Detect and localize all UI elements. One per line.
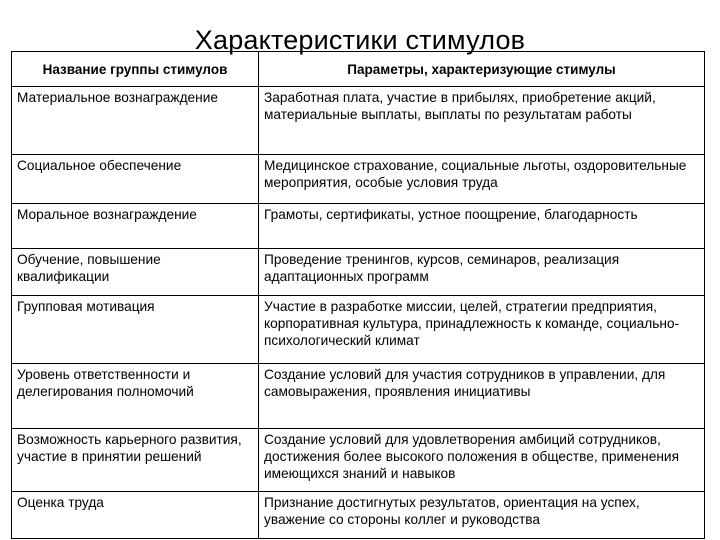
table-header-row (12, 52, 705, 87)
group-cell: Групповая мотивация (12, 296, 259, 364)
table-row (12, 87, 705, 155)
params-cell: Заработная плата, участие в прибылях, приобретение акций, материальные выплаты, выплаты по результатам работы (259, 87, 705, 155)
page-title: Характеристики стимулов (194, 25, 526, 56)
table-row (12, 296, 705, 364)
table-row (12, 155, 705, 204)
table-row (12, 492, 705, 539)
column-header-params: Параметры, характеризующие стимулы (259, 52, 705, 87)
group-cell: Возможность карьерного развития, участие в принятии решений (12, 429, 259, 492)
group-cell: Обучение, повышение квалификации (12, 249, 259, 296)
group-cell: Уровень ответственности и делегирования полномочий (12, 364, 259, 429)
group-cell: Материальное вознаграждение (12, 87, 259, 155)
table-row (12, 204, 705, 249)
params-cell: Грамоты, сертификаты, устное поощрение, благодарность (259, 204, 705, 249)
params-cell: Проведение тренингов, курсов, семинаров, реализация адаптационных программ (259, 249, 705, 296)
column-header-group: Название группы стимулов (12, 52, 259, 87)
table-row (12, 364, 705, 429)
group-cell: Социальное обеспечение (12, 155, 259, 204)
params-cell: Признание достигнутых результатов, ориентация на успех, уважение со стороны коллег и руководства (259, 492, 705, 539)
params-cell: Участие в разработке миссии, целей, стратегии предприятия, корпоративная культура, принадлежность к команде, социально-психологический климат (259, 296, 705, 364)
table-row (12, 249, 705, 296)
params-cell: Создание условий для участия сотрудников в управлении, для самовыражения, проявления инициативы (259, 364, 705, 429)
table-row (12, 429, 705, 492)
group-cell: Оценка труда (12, 492, 259, 539)
group-cell: Моральное вознаграждение (12, 204, 259, 249)
stimuli-table (11, 51, 705, 539)
params-cell: Создание условий для удовлетворения амбиций сотрудников, достижения более высокого положения в обществе, применения имеющихся знаний и навыков (259, 429, 705, 492)
params-cell: Медицинское страхование, социальные льготы, оздоровительные мероприятия, особые условия труда (259, 155, 705, 204)
